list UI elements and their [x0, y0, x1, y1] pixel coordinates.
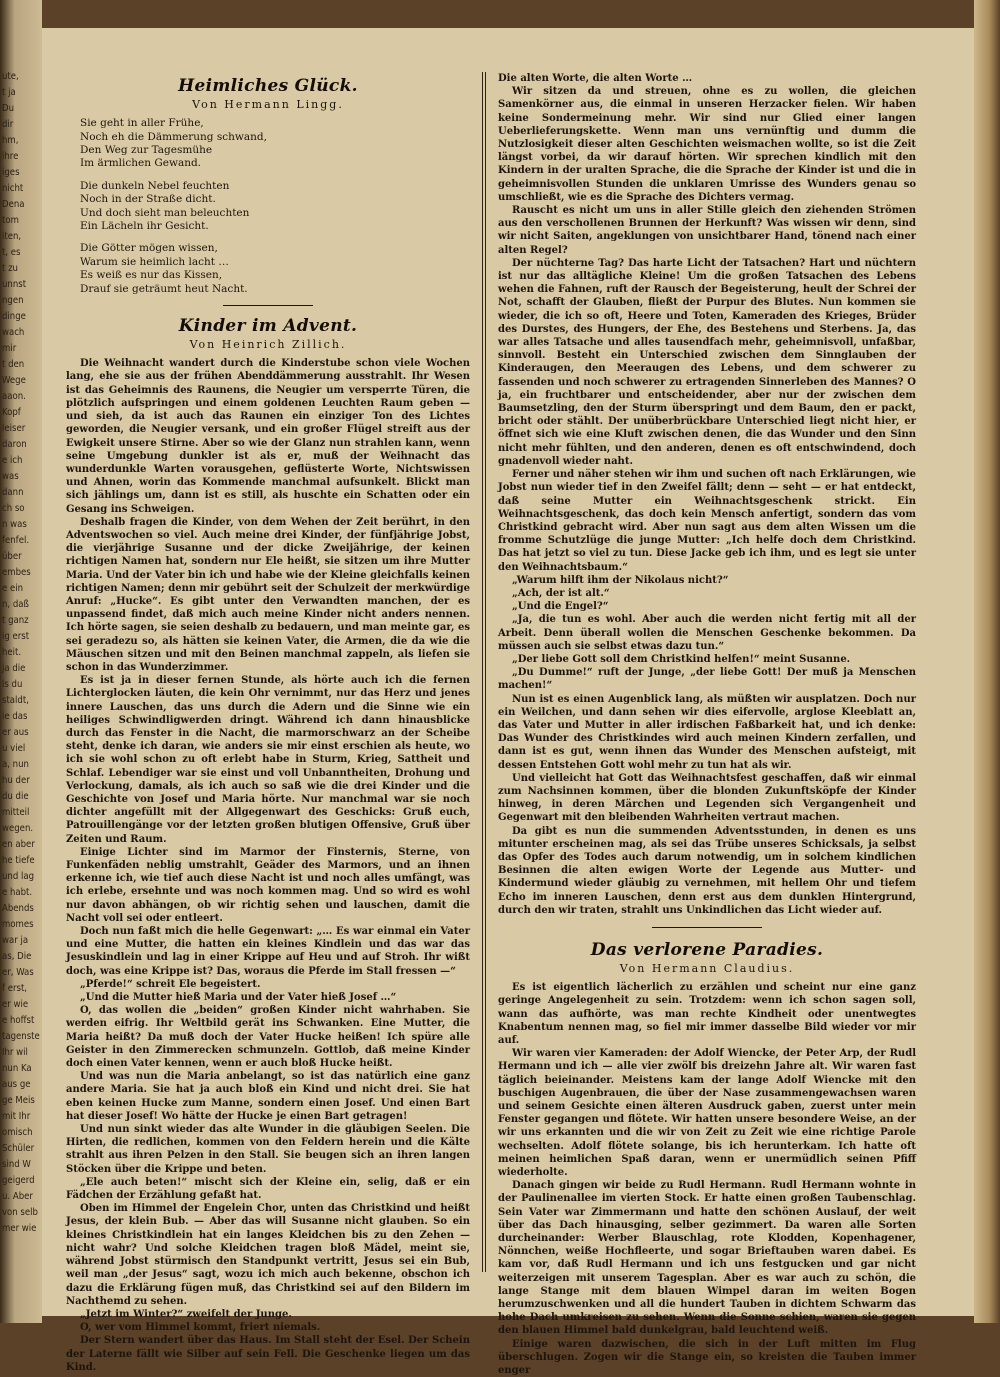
gutter-text-fragment: heit. [2, 647, 22, 658]
story1-byline: Von Heinrich Zillich. [189, 338, 347, 352]
paragraph: „Und die Engel?“ [512, 601, 609, 613]
gutter-text-fragment: dir [2, 119, 14, 130]
gutter-text-fragment: ngen [2, 295, 24, 306]
gutter-text-fragment: Abends [2, 903, 34, 914]
paragraph: „Pferde!“ schreit Ele begeistert. [80, 978, 261, 990]
paragraph: Deshalb fragen die Kinder, von dem Wehen der Zeit berührt, in den Adventswochen so viel. Auch meine drei Kinder, der fünfjährige Jobst, die vierjährige Susanne und der dicke Zweijährige, der keinen richtigen Namen hat, sondern nur Ele heißt, sie sitzen um ihre Mutter Maria. Und der Vater bin ich und habe wie der Kleine gleichfalls keinen richtigen Namen; denn mir gebührt seit der Schulzeit der merkwürdige Anruf: „Hucke“. Es gibt unter den Verwandten manchen, der es unpassend findet, daß mich auch meine Kinder nicht anders nennen. Ich hörte sagen, sie seien deshalb zu bedauern, und man meinte gar, es sei geradezu so, als hätten sie keinen Vater, die Armen, die da wie die Mäuschen sitzen und mit den Beinen manchmal zappeln, als liefen sie schon in das Wunderzimmer. [66, 516, 470, 673]
story1-body [66, 357, 470, 1374]
gutter-text-fragment: iten, [2, 231, 22, 242]
paragraph: Doch nun faßt mich die helle Gegenwart: „… Es war einmal ein Vater und eine Mutter, die hatten ein kleines Kindlein und das war das Jesuskindlein und lag in einer Krippe auf Heu und auf Stroh. Ihr wißt doch, was eine Krippe ist? Das, woraus die Pferde im Stall fressen —“ [66, 926, 470, 977]
poem-stanza [80, 242, 470, 296]
poem-line: Sie geht in aller Frühe, [80, 117, 204, 130]
poem-line: Es weiß es nur das Kissen, [80, 269, 223, 282]
paragraph: „Du Dumme!“ ruft der Junge, „der liebe Gott! Der muß ja Menschen machen!“ [498, 667, 916, 692]
gutter-text-fragment: über [2, 551, 22, 562]
gutter-text-fragment: he tiefe [2, 855, 35, 866]
gutter-text-fragment: Kopf [2, 407, 21, 418]
gutter-text-fragment: er wie [2, 999, 29, 1010]
paragraph: „Jetzt im Winter?“ zweifelt der Junge. [80, 1308, 292, 1320]
gutter-text-fragment: war ja [2, 935, 29, 946]
gutter-text-fragment: geigerd [2, 1175, 35, 1186]
gutter-text-fragment: Wege [2, 375, 26, 386]
gutter-text-fragment: e hoffst [2, 1015, 35, 1026]
paragraph: „Warum hilft ihm der Nikolaus nicht?“ [512, 574, 729, 586]
poem-line: Die dunkeln Nebel feuchten [80, 179, 230, 192]
right-column [498, 72, 916, 1377]
gutter-text-fragment: nicht [2, 183, 24, 194]
section-separator [223, 305, 313, 306]
paragraph: „Der liebe Gott soll dem Christkind helfen!“ meint Susanne. [512, 653, 851, 665]
paragraph: Und was nun die Maria anbelangt, so ist das natürlich eine ganz andere Maria. Sie hat ja auch bloß ein Kind und nicht drei. Sie hat eben keinen Hucke zum Manne, sondern einen Josef. Und einen Bart hat dieser Josef! Wo hätte der Hucke je einen Bart getragen! [66, 1071, 470, 1122]
gutter-text-fragment: sind W [2, 1159, 31, 1170]
poem-line: Warum sie heimlich lacht … [80, 255, 229, 268]
gutter-text-fragment: u. Aber [2, 1191, 33, 1202]
gutter-text-fragment: mer wie [2, 1223, 37, 1234]
gutter-text-fragment: e ein [2, 583, 24, 594]
gutter-text-fragment: leiser [2, 423, 26, 434]
gutter-text-fragment: fenfel. [2, 535, 30, 546]
gutter-text-fragment: aus ge [2, 1079, 31, 1090]
poem-section [66, 76, 470, 296]
story2-body [498, 981, 916, 1377]
paragraph: Einige waren dazwischen, die sich in der Luft mitten im Flug überschlugen. Zogen wir die Stange ein, so kreisten die Tauben immer enger [498, 1338, 916, 1377]
paragraph: Der nüchterne Tag? Das harte Licht der Tatsachen? Hart und nüchtern ist nur das alltägliche Kleine! Um die großen Tatsachen des Lebens wehen die Fahnen, ruft der Rausch der Begeisterung, heult der Schrei der Not, schafft der Glauben, fließt der Purpur des Blutes. Nun kommen sie wieder, die ich so oft, Heere und Toten, Kameraden des Krieges, Brüder des Durstes, des Hungers, der Ehe, des Bestehens und Sterbens. Ja, das war alles Tatsache und alles tausendfach mehr, geheimnisvoll, unfaßbar, sinnvoll. Besteht ein Unterschied zwischen dem Sinnglauben der Kinderaugen, den Meeraugen des Lebens, und dem schwerer zu fassenden und noch schwerer zu ertragenden Sinnerleben des Mannes? O ja, ein fruchtbarer und entscheidender, aber nur der zwischen dem Baumsetzling, den der Sturm überspringt und dem Baum, den er packt, bricht oder stählt. Der unüberbrückbare Unterschied liegt nicht hier, er öffnet sich wie eine Kluft zwischen denen, die das Wunder und den Sinn nicht mehr fühlten, und den anderen, denen es oft entschwindend, doch gnadenvoll wieder naht. [498, 257, 916, 467]
gutter-text-fragment: nun Ka [2, 1063, 32, 1074]
gutter-text-fragment: hu der [2, 775, 30, 786]
page-edge-shadow [974, 0, 1000, 1323]
gutter-text-fragment: unnst [2, 279, 27, 290]
gutter-text-fragment: u viel [2, 743, 26, 754]
paragraph: Danach gingen wir beide zu Rudl Hermann. Rudl Hermann wohnte in der Paulinenallee im vierten Stock. Er hatte einen großen Taubenschlag. Sein Vater war Zimmermann und hatte den schönen Auslauf, der weit über das Dach hinausging, selber gezimmert. Da waren alle Sorten durcheinander: Werber Blauschlag, rote Klodden, Kopenhagener, Nönnchen, weiße Hochfleerte, und sogar Brieftauben waren dabei. Es kam vor, daß Rudl Hermann und ich uns festgucken und gar nicht weiterzeigen mit unserem Tagesplan. Aber es war auch zu schön, die lange Stange mit dem blauen Wimpel daran im weiten Bogen herumzuschwenken und all die hundert Tauben in dichtem Schwarm das hohe Dach umkreisen zu sehen. Wenn die Sonne schien, waren sie gegen den blauen Himmel bald dunkelgrau, bald leuchtend weiß. [498, 1180, 916, 1337]
gutter-text-fragment: und lag [2, 871, 35, 882]
gutter-text-fragment: wegen. [2, 823, 34, 834]
section-separator [652, 927, 762, 928]
gutter-text-fragment: momes [2, 919, 34, 930]
poem-line: Und doch sieht man beleuchten [80, 206, 250, 219]
gutter-text-fragment: er, Was [2, 967, 34, 978]
gutter-text-fragment: aaon. [2, 391, 26, 402]
left-column [66, 72, 470, 1373]
gutter-text-fragment: a, nun [2, 759, 29, 770]
paragraph: Oben im Himmel der Engelein Chor, unten das Christkind und heißt Jesus, der klein Bub. — Aber das will Susanne nicht glauben. So ein kleines Christkindlein hat ein langes Kleidchen bis zu den Zehen — nicht wahr? Und solche Kleidchen tragen bloß Mädel, meint sie, während Jobst stürmisch den Standpunkt vertritt, Jesus sei ein Bub, weil man „der Jesus“ sagt, wozu ich mich auch bekenne, obschon ich dazu die Erklärung fügen muß, das Christkind sei auf den Bildern im Nachthemd zu sehen. [66, 1203, 470, 1307]
paragraph: O, das wollen die „beiden“ großen Kinder nicht wahrhaben. Sie werden eifrig. Ihr Weltbild gerät ins Schwanken. Eine Mutter, die Maria heißt? Da muß doch der Vater Hucke heißen! Ich spüre alle Geister in den Zimmerecken schmunzeln. Gottlob, daß meine Kinder doch einen Vater kennen, wenn er auch bloß Hucke heißt. [66, 1005, 470, 1070]
gutter-text-fragment: was [2, 471, 19, 482]
gutter-text-fragment: von selb [2, 1207, 38, 1218]
paragraph: „Ele auch beten!“ mischt sich der Kleine ein, selig, daß er ein Fädchen der Erzählung gefaßt hat. [66, 1176, 470, 1202]
paragraph: Ferner und näher stehen wir ihm und suchen oft nach Erklärungen, wie Jobst nun wieder tief in den Zweifel fällt; denn — seht — er hat entdeckt, daß seine Mutter ein Weihnachtsgeschenk strickt. Ein Weihnachtsgeschenk, das doch kein Mensch anfertigt, sondern das vom Christkind gebracht wird. Aber nun sagt aus dem alten Wissen um die fromme Schutzlüge die junge Mutter: „Ich helfe doch dem Christkind. Das hat jetzt so viel zu tun. Diese Jacke geb ich ihm, und es legt sie unter den Weihnachtsbaum.“ [498, 469, 916, 573]
gutter-text-fragment: Dena [2, 199, 25, 210]
gutter-text-fragment: Schüler [2, 1143, 35, 1154]
gutter-text-fragment: mit Ihr [2, 1111, 31, 1122]
gutter-text-fragment: t, es [2, 247, 21, 258]
poem-line: Im ärmlichen Gewand. [80, 157, 202, 170]
gutter-text-fragment: mitteil [2, 807, 30, 818]
gutter-text-fragment: iges [2, 167, 20, 178]
poem-line: Noch eh die Dämmerung schwand, [80, 130, 267, 143]
paragraph: Einige Lichter sind im Marmor der Finsternis, Sterne, von Funkenfäden neblig umstrahlt, Geäder des Marmors, und an ihnen erkenne ich, wie tief auch diese Nacht ist und noch alles umfängt, was ich erlebe, ersehnte und was noch kommen mag. Und so wird es wohl nur davon abhängen, ob wir richtig sehen und lauschen, damit die Nacht voll sei oder entleert. [66, 846, 470, 924]
paragraph: Nun ist es einen Augenblick lang, als müßten wir ausplatzen. Doch nur ein Weilchen, und dann sehen wir dies eifervolle, arglose Kleeblatt an, das Vater und Mutter in aller irdischen Faßbarkeit hat, und ich denke: Das Wunder des Christkindes wird auch meinen Kindern zerfallen, und dann ist es gut, wenn ihnen das Wunder des Menschen aufsteigt, mit dessen Entstehen Gott wohl mehr zu tun hat als wir. [498, 693, 916, 771]
story1-title: Kinder im Advent. [178, 316, 358, 337]
paragraph: „Und die Mutter hieß Maria und der Vater hieß Josef …“ [80, 992, 397, 1004]
poem-stanzas [66, 117, 470, 296]
paragraph: Wir waren vier Kameraden: der Adolf Wiencke, der Peter Arp, der Rudl Hermann und ich — alle vier zwölf bis dreizehn Jahre alt. Wir waren fast täglich beieinander. Meistens kam der lange Adolf Wiencke mit den buschigen Augenbrauen, die über der Nase zusammengewachsen waren und seinem Gesichte einen älteren Ausdruck gaben, zuerst unter mein Fenster gegangen und flötete. Wir hatten unsere besondere Weise, an der wir uns erkannten und die wir von Zeit zu Zeit wie eine richtige Parole wechselten. Adolf flötete solange, bis ich herunterkam. Ich hatte oft meinen heimlichen Spaß daran, wenn er unermüdlich seinen Pfiff wiederholte. [498, 1048, 916, 1179]
poem-line: Drauf sie geträumt heut Nacht. [80, 282, 248, 295]
paragraph: Die Weihnacht wandert durch die Kinderstube schon viele Wochen lang, ehe sie aus der frühen Abenddämmerung ausstrahlt. Ihr Wesen ist das Geheimnis des Raunens, die Neugier um versperrte Türen, die plötzlich aufspringen und einem goldenen Leuchten Raum geben — und sieh, da ist auch das Raunen ein einziger Ton des Lichtes geworden, die Neugier versank, und ein großer Flügel streift aus der Ewigkeit unsere Stirne. Aber so wie der Glanz nun strahlen kann, wenn seine Umgebung dunkler ist als er, muß der Weihnacht das wunderdunkle Warten vorausgehen, geflüsterte Worte, Nichtswissen und Ahnen, worin das Kommende manchmal aufsunkelt. Blickt man sich jählings um, dann ist es still, als huschte ein Schatten oder ein Gesang ins Schweigen. [66, 358, 470, 515]
paragraph: „Ach, der ist alt.“ [512, 587, 610, 599]
gutter-text-fragment: omisch [2, 1127, 33, 1138]
poem-line: Noch in der Straße dicht. [80, 193, 216, 206]
gutter-text-fragment: Ihr wil [2, 1047, 28, 1058]
gutter-text-fragment: tom [2, 215, 19, 226]
gutter-text-fragment: t zu [2, 263, 18, 274]
gutter-text-fragment: ge Meis [2, 1095, 35, 1106]
gutter-text-fragment: en aber [2, 839, 35, 850]
gutter-text-fragment: n was [2, 519, 27, 530]
poem-title: Heimliches Glück. [178, 76, 358, 96]
gutter-text-fragment: ute, [2, 71, 19, 82]
story2-byline: Von Hermann Claudius. [619, 962, 795, 975]
paragraph: Es ist ja in dieser fernen Stunde, als hörte auch ich die fernen Lichterglocken läuten, die kein Ohr vernimmt, nur das Herz und jenes innere Lauschen, das uns durch die Adern und die Sinne wie ein heiliges Schwindligwerden dringt. Während ich dann hinausblicke durch das Fenster in die Nacht, die marmorschwarz an der Scheibe steht, denke ich daran, wie anders sie mir einst erschien als heute, wo ich sie wohl schon zu oft erlebt habe in Sturm, Krieg, Sattheit und Schlaf. Lebendiger war sie einst und voll Unbanntheiten, Drohung und Verlockung, damals, als ich auch so saß wie die drei Kinder und die Geschichte von Josef und Maria hörte. Nur manchmal war sie noch dichter angefüllt mit der Allgegenwart des Geschicks: Gruß euch, Patrouillengänge vor der letzten großen blutigen Offensive, Gruß über Zeiten und Raum. [66, 675, 470, 845]
gutter-text-fragment: t den [2, 359, 25, 370]
paragraph: Der Stern wandert über das Haus. Im Stall steht der Esel. Der Schein der Laterne fällt wie Silber auf sein Fell. Die Geschenke liegen um das Kind. [66, 1335, 470, 1373]
gutter-text-fragment: e habt. [2, 887, 33, 898]
paragraph: Und nun sinkt wieder das alte Wunder in die gläubigen Seelen. Die Hirten, die redlichen, kommen von den Feldern herein und die Kälte strahlt aus ihren Pelzen in den Stall. Sie beugen sich an ihren langen Stöcken über die Krippe und beten. [66, 1124, 470, 1175]
gutter-text-fragment: dinge [2, 311, 26, 322]
gutter-text-fragment: mir [2, 343, 17, 354]
gutter-text-fragment: as, Die [2, 951, 32, 962]
paragraph: Rauscht es nicht um uns in aller Stille gleich den ziehenden Strömen aus den verschollenen Brunnen der Herkunft? Was wissen wir denn, sind wir nicht Saiten, angeklungen von unsichtbarer Hand, tönend nach einer alten Regel? [498, 205, 916, 256]
paragraph: Und vielleicht hat Gott das Weihnachtsfest geschaffen, daß wir einmal zum Nachsinnen kommen, über die blonden Zukunftsköpfe der Kinder hinweg, in deren Märchen und Legenden sich Vergangenheit und Gegenwart mit den bleibenden Wahrheiten vertraut machen. [498, 772, 916, 824]
gutter-text-fragment: staldt, [2, 695, 29, 706]
gutter-text-fragment: er aus [2, 727, 29, 738]
poem-byline: Von Hermann Lingg. [192, 98, 344, 111]
gutter-text-fragment: ihre [2, 151, 19, 162]
gutter-text-fragment: ja die [2, 663, 26, 674]
story1-continuation [498, 72, 916, 917]
adjacent-page-edge [0, 0, 42, 1323]
paragraph: Es ist eigentlich lächerlich zu erzählen und scheint nur eine ganz geringe Angelegenheit zu sein. Trotzdem: wenn ich schon sagen soll, wann das aufhörte, was man rechte Kindheit oder unentwegtes Knabentum nennen mag, so fiel mir immer dasselbe Bild wieder vor mir auf. [498, 982, 916, 1047]
poem-line: Die Götter mögen wissen, [80, 242, 218, 255]
gutter-text-fragment: f erst, [2, 983, 28, 994]
gutter-text-fragment: du die [2, 791, 29, 802]
poem-stanza [80, 117, 470, 171]
paragraph: Wir sitzen da und streuen, ohne es zu wollen, die gleichen Samenkörner aus, die einmal in unseren Herzacker fielen. Wir haben keine Sondermeinung mehr. Wir sind nur Glied einer langen Ueberlieferungskette. Wenn man uns vernünftig und dumm die Nutzlosigkeit dieser alten Geschichten weismachen wollte, so ist die Zeit längst vorbei, da wir darauf hörten. Wir sprechen kindlich mit den Kindern in der uralten Sprache, die die Sprache der Kinder ist und die in geheimnisvollen Stunden die unklaren Umrisse des Wunders genau so umschließt, wie es die Sprache des Dichters vermag. [498, 86, 916, 203]
gutter-text-fragment: wach [2, 327, 25, 338]
gutter-text-fragment: ls du [2, 679, 23, 690]
poem-stanza [80, 180, 470, 234]
gutter-text-fragment: t ja [2, 87, 16, 98]
gutter-text-fragment: tagenste [2, 1031, 40, 1042]
story2-title: Das verlorene Paradies. [590, 940, 824, 960]
gutter-text-fragment: t ganz [2, 615, 29, 626]
gutter-text-fragment: embes [2, 567, 31, 578]
newspaper-page [42, 28, 974, 1377]
column-divider-double [485, 72, 486, 1272]
gutter-text-fragment: ie das [2, 711, 28, 722]
gutter-text-fragment: ch so [2, 503, 25, 514]
paragraph: Da gibt es nun die summenden Adventsstunden, in denen es uns mitunter erscheinen mag, als sei das Trübe unseres Schicksals, ja selbst das Opfer des Todes auch darum notwendig, um in solchem kindlichen Besinnen die alten ewigen Worte der Legende aus Mutter- und Kindermund wieder gläubig zu vernehmen, mit hellem Ohr und tiefem Echo im inneren Lauschen, denn erst aus dem dunklen Hintergrund, durch den wir traten, strahlt uns Unkindlichen das Licht wieder auf. [498, 825, 916, 916]
column-divider [482, 72, 483, 1272]
gutter-text-fragment: n, daß [2, 599, 29, 610]
gutter-text-fragment: daron [2, 439, 27, 450]
gutter-text-fragment: Du [2, 103, 15, 114]
paragraph: „Ja, die tun es wohl. Aber auch die werden nicht fertig mit all der Arbeit. Denn überall wollen die Menschen Geschenke bekommen. Da müssen auch sie selbst etwas dazu tun.“ [498, 614, 916, 652]
poem-line: Den Weg zur Tagesmühe [80, 144, 213, 157]
paragraph: O, wer vom Himmel kommt, friert niemals. [80, 1322, 321, 1334]
gutter-text-fragment: ig erst [2, 631, 30, 642]
poem-line: Ein Lächeln ihr Gesicht. [80, 220, 209, 233]
gutter-text-fragment: e ich [2, 455, 23, 466]
gutter-text-fragment: hm, [2, 135, 19, 146]
gutter-text-fragment: dann [2, 487, 24, 498]
paragraph: Die alten Worte, die alten Worte … [498, 73, 693, 84]
